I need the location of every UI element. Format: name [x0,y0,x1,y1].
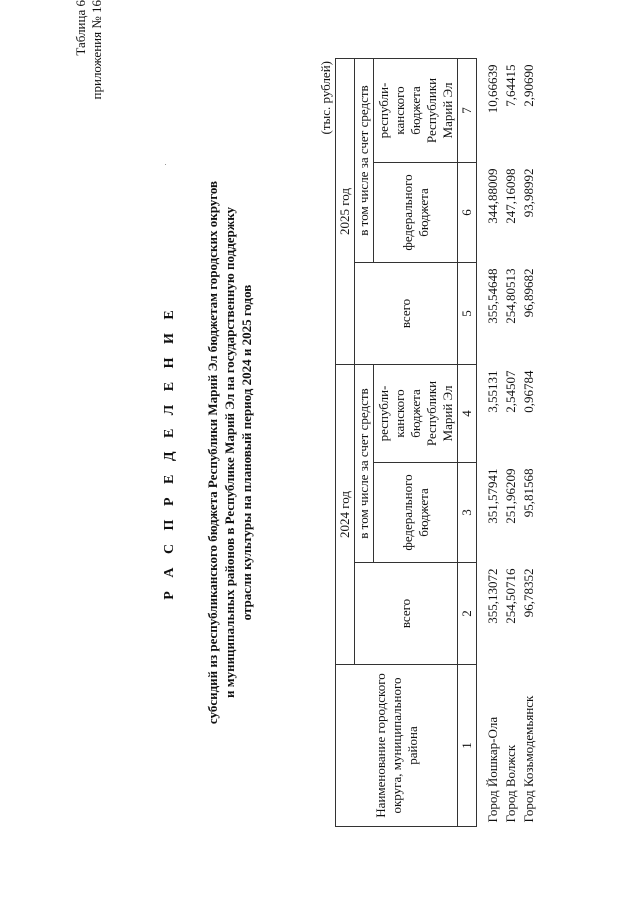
row-name: Город Йошкар-Ола [485,716,500,823]
row-value: 2,90690 [521,64,536,107]
header-federal-2024: федерального бюджета [374,463,458,563]
row-value: 254,80513 [503,268,518,324]
row-value: 355,13072 [485,568,500,624]
subtitle-line-3: отрасли культуры на плановый период 2024 и 2025 годов [239,284,254,621]
document-title: Р А С П Р Е Д Е Л Е Н И Е [162,305,177,600]
header-incl-2025: в том числе за счет средств [355,59,374,263]
appendix-reference: приложения № 16 [89,0,104,100]
header-block [73,0,105,99]
column-number: 7 [458,59,477,163]
row-name: Город Волжск [503,744,518,823]
header-total-2025: всего [355,263,458,365]
row-name: Город Козьмодемьянск [521,695,536,823]
column-number: 6 [458,163,477,263]
row-value: 344,88009 [485,168,500,224]
row-value: 355,54648 [485,268,500,324]
distribution-table [335,58,538,827]
column-number: 5 [458,263,477,365]
column-number: 1 [458,665,477,827]
row-value: 254,50716 [503,568,518,624]
column-number: 4 [458,365,477,463]
table-row [477,59,503,827]
header-incl-2024: в том числе за счет средств [355,365,374,563]
table-row [520,59,538,827]
header-republic-2024: республи-канского бюджета Республики Марий Эл [374,365,458,463]
column-number: 2 [458,563,477,665]
table-number: Таблица 6 [73,0,88,56]
row-value: 351,57941 [485,468,500,524]
row-value: 2,54507 [503,370,518,413]
row-value: 10,66639 [485,64,500,114]
header-year-2024: 2024 год [336,365,355,665]
row-value: 3,55131 [485,370,500,413]
column-number: 3 [458,463,477,563]
subtitle-line-2: и муниципальных районов в Республике Марий Эл на государственную поддержку [222,206,237,699]
row-value: 251,96209 [503,468,518,524]
row-value: 0,96784 [521,370,536,413]
header-federal-2025: федерального бюджета [374,163,458,263]
header-name-column: Наименование городского округа, муниципального района [336,665,458,827]
header-republic-2025: республи-канского бюджета Республики Марий Эл [374,59,458,163]
header-total-2024: всего [355,563,458,665]
row-value: 7,64415 [503,64,518,107]
unit-label: (тыс. рублей) [318,61,333,135]
row-value: 96,78352 [521,568,536,618]
row-value: 247,16098 [503,168,518,224]
row-value: 96,89682 [521,268,536,318]
subtitle-line-1: субсидий из республиканского бюджета Республики Марий Эл бюджетам городских округов [205,180,220,725]
scan-speck [165,164,166,165]
row-value: 95,81568 [521,468,536,518]
row-value: 93,98992 [521,168,536,218]
table-row [502,59,520,827]
header-year-2025: 2025 год [336,59,355,365]
